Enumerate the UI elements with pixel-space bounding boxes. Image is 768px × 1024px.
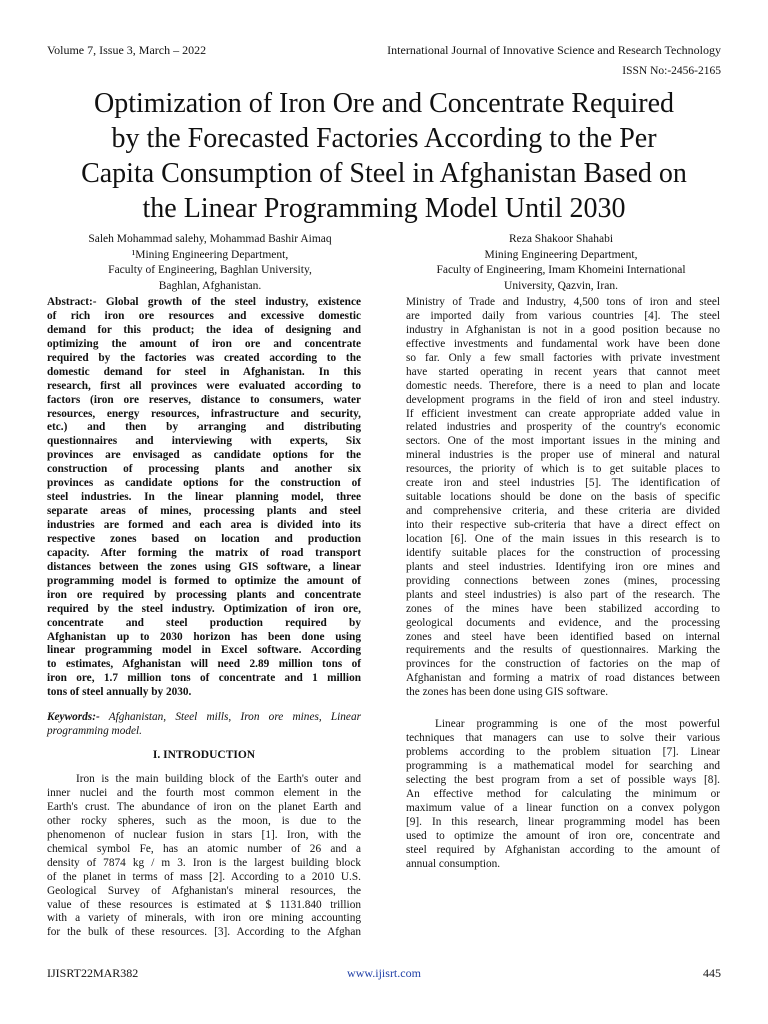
body-line: other rocky spheres, such as the moon, is due to the (47, 814, 361, 827)
body-line: effective investments and fundamental work have been done (406, 337, 720, 350)
body-line: selecting the best program from a set of possible ways [8]. (406, 773, 720, 786)
body-line: programming is a mathematical model for searching and (406, 760, 720, 772)
title-line: Capita Consumption of Steel in Afghanistan Based on (81, 158, 687, 189)
body-line: have started operating in recent years that cannot meet (406, 365, 720, 378)
body-line: Afghanistan and forming a matrix of road distances between (406, 672, 720, 685)
body-line: so far. Only a few small factories with private investment (406, 351, 720, 364)
body-line: Earth's crust. The abundance of iron on the planet Earth and (47, 800, 361, 813)
abstract-line: concentrate and steel production required by (47, 616, 361, 629)
body-line: providing connections between zones (mines, processing (406, 574, 720, 587)
affiliation-line: Mining Engineering Department, (484, 248, 638, 261)
abstract-line: iron ore, 1.7 million tons of concentrate and 1 million (47, 672, 361, 685)
keywords-text: programming model. (47, 725, 142, 738)
body-line: for the bulk of these resources. [3]. According to the Afghan (47, 926, 361, 939)
author-affiliation-right (395, 232, 727, 294)
body-line: zones of the mines have been stabilized according to (406, 602, 720, 615)
page-number: 445 (703, 966, 721, 980)
abstract-line: research, first all provinces were evaluated according to (47, 379, 361, 392)
body-line: mineral industries is the proper use of mineral and natural (406, 449, 720, 462)
body-line: related industries and prosperity of the country's economic (406, 421, 720, 434)
paper-title (30, 86, 738, 226)
body-paragraph (406, 718, 720, 871)
affiliation-line: Faculty of Engineering, Baghlan University, (108, 264, 312, 276)
title-line: the Linear Programming Model Until 2030 (142, 193, 626, 224)
body-line: steel required by Afghanistan according to the amount of (406, 843, 720, 856)
body-line: of the planet in terms of mass [2]. According to a 2010 U.S. (47, 870, 361, 883)
body-line: used to optimize the amount of iron ore, concentrate and (406, 829, 720, 842)
right-column (406, 296, 720, 872)
affiliation-line: Faculty of Engineering, Imam Khomeini International (436, 264, 686, 276)
abstract-line: linear programming model in Excel software. According (47, 644, 361, 657)
author-affiliation-left (47, 232, 373, 294)
body-line: techniques that managers can use to solve their various (406, 732, 720, 745)
abstract-line: construction of processing plants and another six (47, 463, 361, 476)
keywords (47, 711, 361, 739)
body-line: location [6]. One of the main issues in this research is to (406, 532, 720, 545)
body-line: annual consumption. (406, 857, 501, 870)
paper-code: IJISRT22MAR382 (47, 966, 139, 980)
body-line: sectors. One of the most important issues in the mining and (406, 435, 720, 448)
body-line: resources, the priority of which is to get suitable places to (406, 463, 720, 476)
volume-issue: Volume 7, Issue 3, March – 2022 (47, 43, 207, 57)
abstract-line: respective zones based on location and production (47, 532, 361, 545)
section-heading-introduction: I. INTRODUCTION (152, 749, 256, 762)
body-line: create iron and steel industries [5]. The identification of (406, 477, 720, 490)
author-names: Reza Shakoor Shahabi (508, 233, 614, 245)
body-line: chemical symbol Fe, has an atomic number of 26 and a (47, 842, 361, 855)
body-line: industry in Afghanistan is not in a good position because no (406, 323, 720, 336)
abstract-line: tons of steel annually by 2030. (47, 686, 192, 699)
body-paragraph (406, 296, 720, 700)
body-line: maximum value of a linear function on a convex polygon (406, 801, 720, 814)
abstract-line: iron ore required by processing plants and concentrate (47, 588, 361, 601)
body-line: development programs in the field of iron and steel industry. (406, 393, 720, 406)
abstract-line: questionnaires and interviewing with experts, Six (47, 435, 361, 448)
body-line: value of these resources is estimated at $ 1131.840 trillion (47, 898, 361, 911)
body-line: are imported daily from various countries [4]. The steel (406, 309, 720, 322)
body-line: identify suitable places for the construction of processing (406, 546, 720, 559)
affiliation-line: University, Qazvin, Iran. (504, 279, 618, 292)
abstract-line: to estimates, Afghanistan will need 2.89 million tons of (47, 658, 361, 671)
abstract-line: optimizing the amount of iron ore and concentrate (47, 337, 361, 350)
body-line: density of 7874 kg / m 3. Iron is the largest building block (47, 856, 361, 869)
body-line: An effective method for calculating the minimum or (406, 787, 720, 800)
body-line: suitable locations should be done on the basis of specific (406, 491, 720, 504)
body-line: geological documents and evidence, and the processing (406, 616, 720, 629)
keywords-line (47, 711, 361, 725)
body-line: the zones has been done using GIS software. (406, 686, 609, 699)
abstract-line: required by the factories was created according to the (47, 351, 361, 364)
introduction-paragraph (47, 773, 361, 940)
journal-url-link[interactable]: www.ijisrt.com (347, 966, 421, 980)
journal-name: International Journal of Innovative Science and Research Technology (387, 43, 721, 57)
body-line: Linear programming is one of the most powerful (435, 718, 720, 731)
abstract-line: distances between the zones using GIS software, a linear (47, 560, 361, 573)
abstract-line: steel industries. In the linear planning model, three (47, 491, 361, 504)
body-line: into their respective sub-criteria that have a direct effect on (406, 519, 720, 531)
abstract-line: factors (iron ore reserves, distance to consumers, water (47, 393, 361, 406)
issn: ISSN No:-2456-2165 (622, 65, 721, 77)
abstract (47, 296, 361, 700)
body-line: requirements and the results of questionnaires. Marking the (406, 644, 720, 657)
abstract-line: separate areas of mines, processing plants and steel (47, 505, 361, 518)
abstract-line: industries are formed and each area is divided into its (47, 519, 361, 531)
affiliation-line: ¹Mining Engineering Department, (131, 248, 289, 261)
abstract-line: etc.) and then by arranging and distributing (47, 421, 361, 434)
body-line: with a variety of minerals, with iron ore mining accounting (47, 912, 361, 925)
body-line: plants and steel industries. Identifying iron ore mines and (406, 560, 720, 573)
body-line: inner nuclei and the fourth most common element in the (47, 787, 361, 799)
abstract-line: domestic demand for steel in Afghanistan. In this (47, 365, 361, 378)
body-line: Geological Survey of Afghanistan's mineral resources, the (47, 884, 361, 897)
abstract-line: required by the steel industry. Optimization of iron ore, (47, 602, 361, 615)
body-line: zones and steel have been identified based on internal (406, 630, 720, 643)
body-line: provinces for the construction of factories on the map of (406, 658, 720, 671)
abstract-line: capacity. After forming the matrix of road transport (47, 546, 361, 559)
abstract-line: resources, energy resources, infrastructure and security, (47, 407, 361, 420)
keywords-line (47, 725, 361, 739)
abstract-line: of rich iron ore resources and excessive domestic (47, 309, 361, 322)
body-line: plants and steel industries) is also part of the research. The (406, 588, 720, 601)
body-line: problems according to the problem situation [7]. Linear (406, 746, 720, 759)
body-line: Iron is the main building block of the Earth's outer and (76, 773, 361, 786)
body-line: phenomenon of nuclear fusion in stars [1]. Iron, with the (47, 828, 361, 841)
body-line: domestic needs. Therefore, there is a need to plan and locate (406, 379, 720, 392)
keywords-label: Keywords:- (47, 711, 100, 724)
abstract-line: Abstract:- Global growth of the steel industry, existence (47, 296, 361, 308)
body-line: Ministry of Trade and Industry, 4,500 tons of iron and steel (406, 296, 720, 308)
abstract-line: demand for this product; the idea of designing and (47, 323, 361, 336)
abstract-line: programming model is formed to optimize the amount of (47, 574, 361, 587)
abstract-line: provinces are envisaged as candidate options for the (47, 449, 361, 462)
abstract-line: Afghanistan up to 2030 horizon has been done using (47, 630, 361, 643)
body-line: If efficient investment can create appropriate added value in (406, 407, 720, 420)
title-line: Optimization of Iron Ore and Concentrate Required (93, 88, 675, 119)
body-line: [9]. In this research, linear programming model has been (406, 815, 720, 828)
affiliation-line: Baghlan, Afghanistan. (158, 279, 262, 292)
title-line: by the Forecasted Factories According to the Per (111, 123, 657, 154)
left-column (47, 296, 361, 940)
body-line: and comprehensive criteria, and these criteria are divided (406, 505, 720, 518)
keywords-text: Afghanistan, Steel mills, Iron ore mines, Linear (99, 711, 361, 724)
author-names: Saleh Mohammad salehy, Mohammad Bashir Aimaq (88, 233, 332, 245)
abstract-line: provinces as candidate options for the construction of (47, 477, 361, 490)
